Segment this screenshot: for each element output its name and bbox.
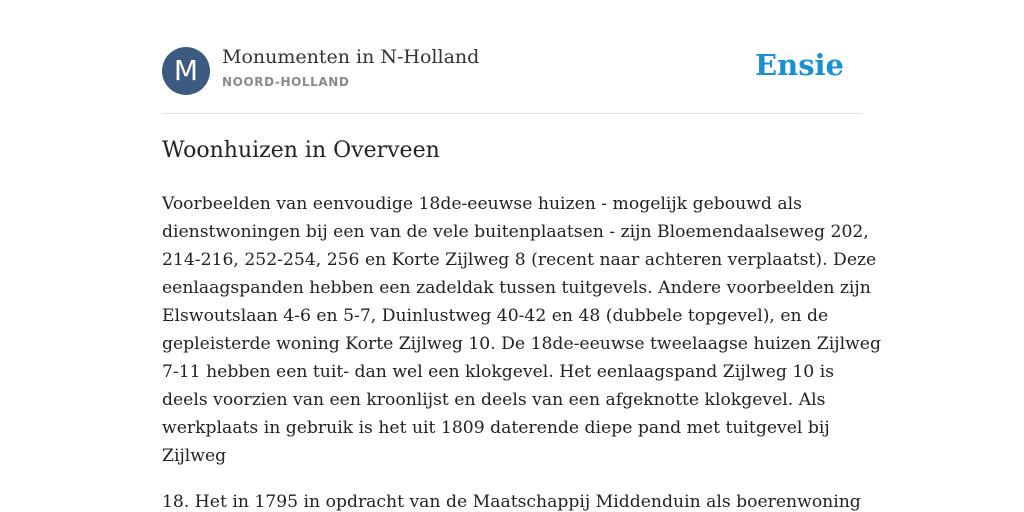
paragraph-line: 214-216, 252-254, 256 en Korte Zijlweg 8 (recent naar achteren verplaatst). Deze [162,250,877,270]
article-title: Woonhuizen in Overveen [162,138,440,163]
article-body [162,190,881,512]
paragraph-line: eenlaagspanden hebben een zadeldak tussen tuitgevels. Andere voorbeelden zijn [162,278,871,298]
header-divider [162,113,862,114]
source-region: NOORD-HOLLAND [222,75,350,89]
paragraph-line: deels voorzien van een kroonlijst en deels van een afgeknotte klokgevel. Als [162,390,826,410]
paragraph-line: 7-11 hebben een tuit- dan wel een klokgevel. Het eenlaagspand Zijlweg 10 is [162,362,835,382]
paragraph-line: Voorbeelden van eenvoudige 18de-eeuwse huizen - mogelijk gebouwd als [162,194,802,214]
article-header [162,46,862,96]
paragraph-line: gepleisterde woning Korte Zijlweg 10. De 18de-eeuwse tweelaagse huizen Zijlweg [162,334,881,354]
source-name-link[interactable]: Monumenten in N-Holland [222,46,480,68]
source-avatar[interactable]: M [162,47,210,95]
paragraph-line: Elswoutslaan 4-6 en 5-7, Duinlustweg 40-42 en 48 (dubbele topgevel), en de [162,306,829,326]
article-paragraph-2 [162,488,872,512]
article-paragraph-1 [162,190,881,470]
paragraph-line: werkplaats in gebruik is het uit 1809 daterende diepe pand met tuitgevel bij [162,418,830,438]
paragraph-line: 18. Het in 1795 in opdracht van de Maatschappij Middenduin als boerenwoning [162,492,861,512]
paragraph-line: Zijlweg [162,446,227,466]
ensie-logo-link[interactable]: Ensie [755,48,844,82]
paragraph-line: dienstwoningen bij een van de vele buitenplaatsen - zijn Bloemendaalseweg 202, [162,222,869,242]
